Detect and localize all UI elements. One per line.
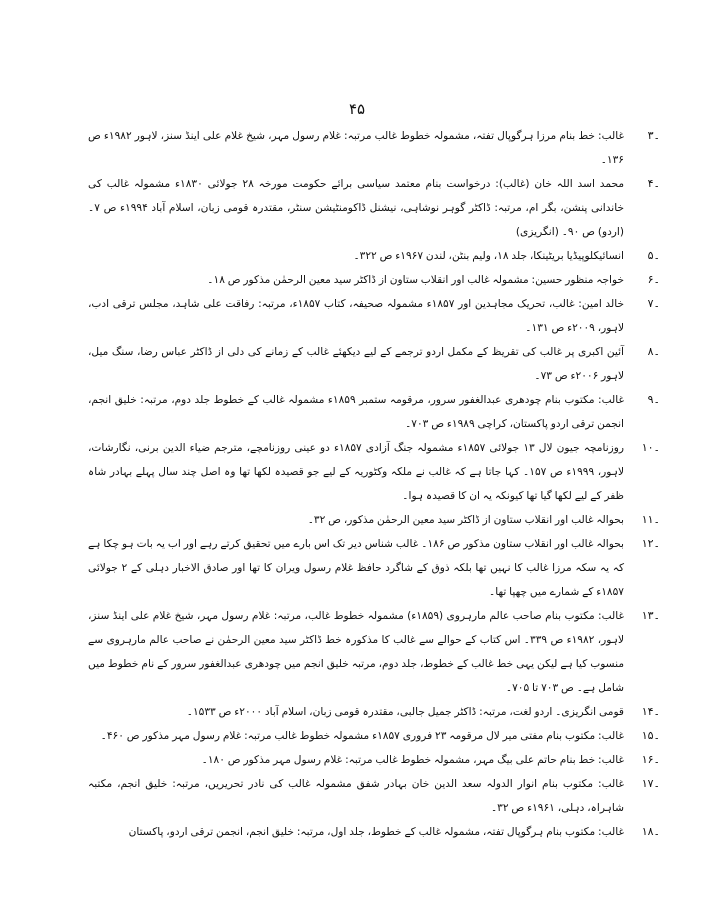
footnote-5 <box>88 244 660 268</box>
footnote-text: غالب: مکتوب بنام مفتی میر لال مرقومہ ۲۳ فروری ۱۸۵۷ء مشمولہ خطوط غالب مرتبہ: غلام رسول مہر مذکور ص ۴۶۰۔ <box>100 730 624 742</box>
footnote-text: خالد امین: غالب، تحریک مجاہدین اور ۱۸۵۷ء مشمولہ صحیفہ، کتاب ۱۸۵۷ء، مرتبہ: رفاقت علی شاہد، مجلس ترقی ادب، لاہور، ۲۰۰۹ء ص ۱۳۱۔ <box>88 298 624 334</box>
footnote-16 <box>88 748 660 772</box>
footnote-17 <box>88 772 660 820</box>
footnote-number: ۔۶ <box>647 273 660 286</box>
footnote-4 <box>88 172 660 244</box>
footnote-text: بحوالہ غالب اور انقلاب ستاون از ڈاکٹر سید معین الرحمٰن مذکور، ص ۳۲۔ <box>307 514 624 526</box>
footnote-text: غالب: مکتوب بنام چودھری عبدالغفور سرور، مرقومہ ستمبر ۱۸۵۹ء مشمولہ غالب کے خطوط جلد دوم، مرتبہ: خلیق انجم، انجمن ترقی اردو پاکستان، کراچی ۱۹۸۹ء ص ۷۰۳۔ <box>88 394 625 430</box>
footnote-text: روزنامچہ جیون لال ۱۳ جولائی ۱۸۵۷ء مشمولہ جنگ آزادی ۱۸۵۷ء دو عینی روزنامچے، مترجم ضیاء الدین برنی، نگارشات، لاہور، ۱۹۹۹ء ص ۱۵۷۔ کہا جاتا ہے کہ غالب نے ملکہ وکٹوریہ کے لیے جو قصیدہ لکھا تھا وہ اصل چند سال پہلے بہادر شاہ ظفر کے لیے لکھا گیا تھا کیونکہ یہ ان کا قصیدہ ہوا۔ <box>88 442 625 502</box>
footnote-12 <box>88 532 660 604</box>
footnote-text: محمد اسد اللہ خان (غالب): درخواست بنام معتمد سیاسی برائے حکومت مورخہ ۲۸ جولائی ۱۸۳۰ء مشمولہ غالب کی خاندانی پنشن، بگر ام، مرتبہ: ڈاکٹر گوہر نوشاہی، نیشنل ڈاکومنٹیشن سنٹر، مقتدرہ قومی زبان، اسلام آباد ۱۹۹۴ء ص ۷۔ (اردو) ص ۹۰۔ (انگریزی) <box>88 178 625 238</box>
footnote-number: ۔۷ <box>647 297 660 310</box>
footnote-text: غالب: مکتوب بنام انوار الدولہ سعد الدین خان بہادر شفق مشمولہ غالب کی نادر تحریریں، مرتبہ: خلیق انجم، مکتبہ شاہراہ، دہلی، ۱۹۶۱ء ص ۳۲۔ <box>88 778 624 814</box>
footnote-3 <box>88 124 660 172</box>
footnote-18 <box>88 820 660 844</box>
footnote-number: ۔۱۳ <box>641 609 660 622</box>
footnote-number: ۔۵ <box>647 249 660 262</box>
footnotes-list <box>88 124 660 844</box>
footnote-number: ۔۱۰ <box>641 441 660 454</box>
footnote-7 <box>88 292 660 340</box>
footnote-10 <box>88 436 660 508</box>
footnote-number: ۔۱۱ <box>641 513 660 526</box>
footnote-text: غالب: خط بنام مرزا ہرگوپال تفتہ، مشمولہ خطوط غالب مرتبہ: غلام رسول مہر، شیخ غلام علی اینڈ سنز، لاہور ۱۹۸۲ء ص ۱۳۶۔ <box>88 130 624 166</box>
footnote-number: ۔۳ <box>647 129 660 142</box>
page-number: ۴۵ <box>348 100 366 118</box>
footnote-6 <box>88 268 660 292</box>
footnote-number: ۔۱۸ <box>641 825 660 838</box>
footnote-text: غالب: خط بنام حاتم علی بیگ مہر، مشمولہ خطوط غالب مرتبہ: غلام رسول مہر مذکور ص ۱۸۰۔ <box>201 754 624 766</box>
footnote-text: قومی انگریزی۔ اردو لغت، مرتبہ: ڈاکٹر جمیل جالبی، مقتدرہ قومی زبان، اسلام آباد ۲۰۰۰ء ص ۱۵۳۳۔ <box>186 706 624 718</box>
footnote-11 <box>88 508 660 532</box>
footnote-number: ۔۱۵ <box>641 729 660 742</box>
footnote-number: ۔۱۴ <box>641 705 660 718</box>
footnote-number: ۔۱۲ <box>641 537 660 550</box>
footnote-number: ۔۴ <box>647 177 660 190</box>
footnote-9 <box>88 388 660 436</box>
footnote-15 <box>88 724 660 748</box>
footnote-text: انسائیکلوپیڈیا بریٹینکا، جلد ۱۸، ولیم بنٹن، لندن ۱۹۶۷ء ص ۳۲۲۔ <box>353 250 624 262</box>
footnote-text: آئین اکبری پر غالب کی تقریظ کے مکمل اردو ترجمے کے لیے دیکھئے غالب کے زمانے کی دلی از ڈاکٹر عباس رضا، سنگ میل، لاہور ۲۰۰۶ء ص ۷۳۔ <box>88 346 624 382</box>
footnote-number: ۔۹ <box>647 393 660 406</box>
footnote-text: غالب: مکتوب بنام ہرگوپال تفتہ، مشمولہ غالب کے خطوط، جلد اول، مرتبہ: خلیق انجم، انجمن ترقی اردو، پاکستان <box>128 826 624 838</box>
footnote-text: غالب: مکتوب بنام صاحب عالم مارہروی (۱۸۵۹ء) مشمولہ خطوط غالب، مرتبہ: غلام رسول مہر، شیخ غلام علی اینڈ سنز، لاہور، ۱۹۸۲ء ص ۳۳۹۔ اس کتاب کے حوالے سے غالب کا مذکورہ خط ڈاکٹر سید معین الرحمٰن نے صاحب عالم مارہروی سے منسوب کیا ہے لیکن یہی خط غالب کے خطوط، جلد دوم، مرتبہ خلیق انجم میں چودھری عبدالغفور سرور کے نام خطوط میں شامل ہے۔ ص ۷۰۳ تا ۷۰۵۔ <box>88 610 624 694</box>
footnote-text: بحوالہ غالب اور انقلاب ستاون مذکور ص ۱۸۶۔ غالب شناس دیر تک اس بارے میں تحقیق کرتے رہے اور اب یہ بات ہو چکا ہے کہ یہ سکہ مرزا غالب کا نہیں تھا بلکہ ذوق کے شاگرد حافظ غلام رسول ویران کا تھا اور صادق الاخبار دہلی کے ۲ جولائی ۱۸۵۷ء کے شمارے میں چھپا تھا۔ <box>88 538 625 598</box>
footnote-number: ۔۱۶ <box>641 753 660 766</box>
footnote-number: ۔۱۷ <box>641 777 660 790</box>
footnote-text: خواجہ منظور حسین: مشمولہ غالب اور انقلاب ستاون از ڈاکٹر سید معین الرحمٰن مذکور ص ۱۸۔ <box>207 274 624 286</box>
footnote-number: ۔۸ <box>647 345 660 358</box>
footnote-8 <box>88 340 660 388</box>
footnote-14 <box>88 700 660 724</box>
footnote-13 <box>88 604 660 700</box>
